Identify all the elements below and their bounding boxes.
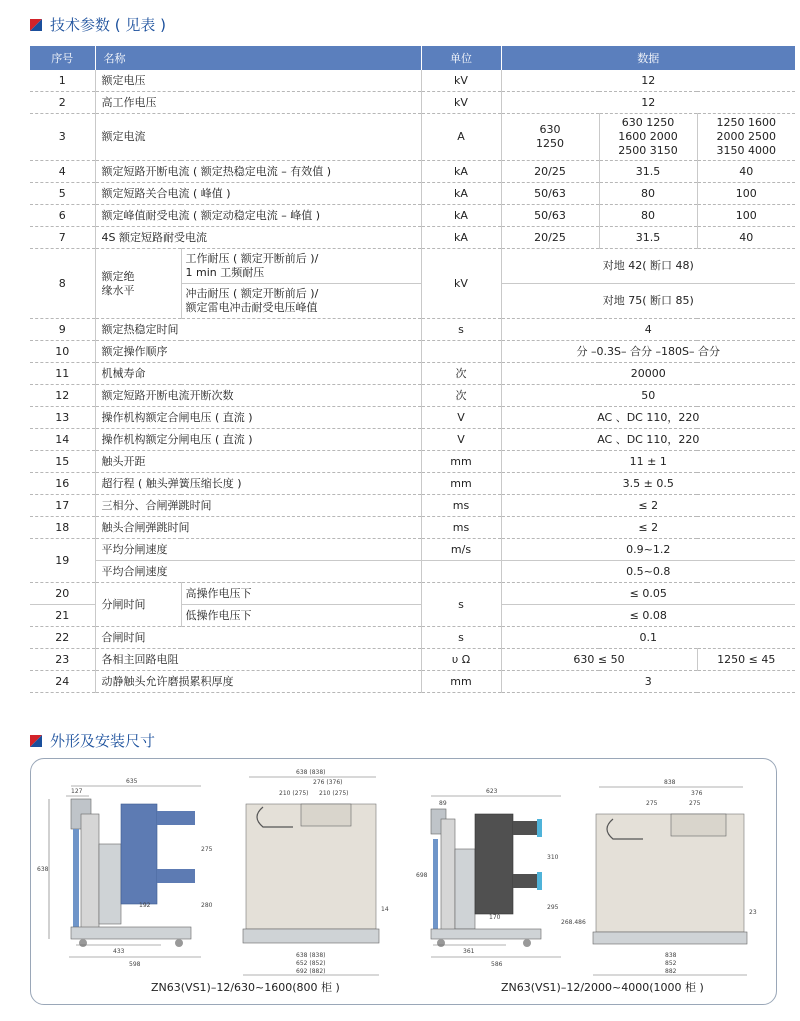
- caption-right: ZN63(VS1)–12/2000~4000(1000 柜 ): [501, 981, 704, 994]
- dim-label: 310: [547, 854, 559, 861]
- row-value: 对地 42( 断口 48): [501, 249, 795, 284]
- table-row: [30, 517, 795, 539]
- row-value: 0.1: [501, 627, 795, 649]
- row-value: 3.5 ± 0.5: [501, 473, 795, 495]
- dim-label: 268.486: [561, 919, 586, 926]
- row-value: 20/25: [501, 227, 599, 249]
- dim-label: 598: [129, 961, 141, 968]
- row-name: 4S 额定短路耐受电流: [95, 227, 421, 249]
- row-name: 超行程 ( 触头弹簧压缩长度 ): [95, 473, 421, 495]
- row-name: 机械寿命: [95, 363, 421, 385]
- row-number: 10: [30, 341, 95, 363]
- row-number: 20: [30, 583, 95, 605]
- table-row: [30, 92, 795, 114]
- row-value: 50/63: [501, 183, 599, 205]
- row-number: 9: [30, 319, 95, 341]
- row-value: 0.5~0.8: [501, 561, 795, 583]
- row-value: 31.5: [599, 161, 697, 183]
- dim-label: 275: [689, 800, 701, 807]
- dim-label: 623: [486, 788, 498, 795]
- header-value: 数据: [501, 46, 795, 70]
- row-value: 630 1250: [501, 114, 599, 161]
- row-value: 0.9~1.2: [501, 539, 795, 561]
- section-title-dimensions: [30, 730, 155, 751]
- row-number: 6: [30, 205, 95, 227]
- row-value: 11 ± 1: [501, 451, 795, 473]
- dim-label: 698: [416, 872, 428, 879]
- dim-label: 276 (376): [313, 779, 343, 786]
- section-title-text: 技术参数 ( 见表 ): [50, 16, 167, 34]
- row-number: 22: [30, 627, 95, 649]
- header-name: 名称: [95, 46, 421, 70]
- row-name: 分闸时间: [95, 583, 181, 627]
- header-unit: 单位: [421, 46, 501, 70]
- row-value: 3: [501, 671, 795, 693]
- table-row: [30, 114, 795, 161]
- dim-label: 170: [489, 914, 501, 921]
- table-row: [30, 183, 795, 205]
- drawing-side-800: [37, 778, 213, 968]
- table-row: [30, 671, 795, 693]
- section-title-text: 外形及安装尺寸: [50, 732, 156, 750]
- row-unit: [421, 561, 501, 583]
- header-no: 序号: [30, 46, 95, 70]
- dim-label: 192: [139, 902, 151, 909]
- dim-label: 89: [439, 800, 447, 807]
- row-unit: mm: [421, 451, 501, 473]
- row-name: 额定热稳定时间: [95, 319, 421, 341]
- row-number: 19: [30, 539, 95, 583]
- row-number: 3: [30, 114, 95, 161]
- table-header-row: [30, 46, 795, 70]
- dim-label: 586: [491, 961, 503, 968]
- table-row: [30, 429, 795, 451]
- row-name: 合闸时间: [95, 627, 421, 649]
- row-unit: kV: [421, 92, 501, 114]
- row-unit: m/s: [421, 539, 501, 561]
- table-row: [30, 363, 795, 385]
- row-value: 1250 ≤ 45: [697, 649, 795, 671]
- dim-label: 638: [37, 866, 49, 873]
- row-subname: 低操作电压下: [181, 605, 421, 627]
- row-name: 各相主回路电阻: [95, 649, 421, 671]
- row-name: 额定短路开断电流开断次数: [95, 385, 421, 407]
- row-number: 21: [30, 605, 95, 627]
- drawing-side-1000: [416, 788, 586, 968]
- table-row: [30, 385, 795, 407]
- dim-label: 295: [547, 904, 559, 911]
- row-name: 高工作电压: [95, 92, 421, 114]
- section-title-specs: [30, 14, 166, 35]
- row-value: ≤ 2: [501, 517, 795, 539]
- row-unit: kA: [421, 205, 501, 227]
- row-value: 20/25: [501, 161, 599, 183]
- row-subname: 工作耐压 ( 额定开断前后 )/ 1 min 工频耐压: [181, 249, 421, 284]
- row-unit: kA: [421, 161, 501, 183]
- table-row: [30, 227, 795, 249]
- table-row: [30, 561, 795, 583]
- caption-left: ZN63(VS1)–12/630~1600(800 柜 ): [151, 981, 340, 994]
- row-name: 额定绝 缘水平: [95, 249, 181, 319]
- row-value: 20000: [501, 363, 795, 385]
- row-value: 12: [501, 70, 795, 92]
- dim-label: 638 (838): [296, 769, 326, 776]
- dimension-drawings-panel: [30, 758, 777, 1005]
- row-value: 31.5: [599, 227, 697, 249]
- section-flag-icon: [30, 735, 42, 747]
- table-row: [30, 649, 795, 671]
- dim-label: 652 (852): [296, 960, 326, 967]
- row-number: 12: [30, 385, 95, 407]
- dim-label: 635: [126, 778, 138, 785]
- row-number: 24: [30, 671, 95, 693]
- row-value: 12: [501, 92, 795, 114]
- row-unit: V: [421, 429, 501, 451]
- row-name: 操作机构额定分闸电压 ( 直流 ): [95, 429, 421, 451]
- dim-label: 280: [201, 902, 213, 909]
- row-value: ≤ 0.08: [501, 605, 795, 627]
- row-name: 动静触头允许磨损累积厚度: [95, 671, 421, 693]
- row-number: 14: [30, 429, 95, 451]
- row-name: 额定峰值耐受电流 ( 额定动稳定电流 – 峰值 ): [95, 205, 421, 227]
- dim-label: 882: [665, 968, 677, 975]
- table-row: [30, 473, 795, 495]
- row-value: 630 ≤ 50: [501, 649, 697, 671]
- row-number: 8: [30, 249, 95, 319]
- table-row: [30, 161, 795, 183]
- row-name: 额定操作顺序: [95, 341, 421, 363]
- dim-label: 638 (838): [296, 952, 326, 959]
- row-unit: kA: [421, 227, 501, 249]
- row-number: 1: [30, 70, 95, 92]
- row-name: 额定电压: [95, 70, 421, 92]
- table-row: [30, 249, 795, 284]
- table-row: [30, 583, 795, 605]
- row-number: 16: [30, 473, 95, 495]
- drawing-front-800: [243, 769, 389, 975]
- row-value: 50: [501, 385, 795, 407]
- row-unit: V: [421, 407, 501, 429]
- row-value: 100: [697, 183, 795, 205]
- dim-label: 376: [691, 790, 703, 797]
- row-unit: kA: [421, 183, 501, 205]
- row-unit: υ Ω: [421, 649, 501, 671]
- row-number: 4: [30, 161, 95, 183]
- table-row: [30, 627, 795, 649]
- dim-label: 210 (275): [319, 790, 349, 797]
- dimension-drawings: [31, 759, 776, 1004]
- row-unit: kV: [421, 249, 501, 319]
- row-value: 40: [697, 161, 795, 183]
- row-name: 三相分、合闸弹跳时间: [95, 495, 421, 517]
- dim-label: 361: [463, 948, 475, 955]
- row-name: 额定电流: [95, 114, 421, 161]
- row-value: ≤ 0.05: [501, 583, 795, 605]
- row-name: 平均合闸速度: [95, 561, 421, 583]
- row-value: 630 1250 1600 2000 2500 3150: [599, 114, 697, 161]
- row-value: 80: [599, 183, 697, 205]
- table-row: [30, 70, 795, 92]
- row-unit: kV: [421, 70, 501, 92]
- section-flag-icon: [30, 19, 42, 31]
- row-subname: 高操作电压下: [181, 583, 421, 605]
- row-name: 额定短路开断电流 ( 额定热稳定电流 – 有效值 ): [95, 161, 421, 183]
- row-subname: 冲击耐压 ( 额定开断前后 )/ 额定雷电冲击耐受电压峰值: [181, 284, 421, 319]
- row-unit: s: [421, 583, 501, 627]
- table-row: [30, 495, 795, 517]
- table-row: [30, 451, 795, 473]
- row-unit: s: [421, 627, 501, 649]
- row-unit: [421, 341, 501, 363]
- row-unit: mm: [421, 473, 501, 495]
- row-number: 23: [30, 649, 95, 671]
- dim-label: 210 (275): [279, 790, 309, 797]
- dim-label: 838: [664, 779, 676, 786]
- row-name: 触头开距: [95, 451, 421, 473]
- row-value: 50/63: [501, 205, 599, 227]
- row-value: ≤ 2: [501, 495, 795, 517]
- row-unit: 次: [421, 385, 501, 407]
- row-value: 100: [697, 205, 795, 227]
- row-unit: mm: [421, 671, 501, 693]
- table-row: [30, 341, 795, 363]
- row-number: 15: [30, 451, 95, 473]
- row-number: 13: [30, 407, 95, 429]
- dim-label: 692 (882): [296, 968, 326, 975]
- dim-label: 14: [381, 906, 389, 913]
- dim-label: 838: [665, 952, 677, 959]
- table-row: [30, 319, 795, 341]
- row-value: AC 、DC 110，220: [501, 429, 795, 451]
- row-value: 分 –0.3S– 合分 –180S– 合分: [501, 341, 795, 363]
- row-value: 4: [501, 319, 795, 341]
- row-number: 2: [30, 92, 95, 114]
- dim-label: 852: [665, 960, 677, 967]
- row-number: 18: [30, 517, 95, 539]
- table-row: [30, 407, 795, 429]
- row-name: 操作机构额定合闸电压 ( 直流 ): [95, 407, 421, 429]
- dim-label: 275: [201, 846, 213, 853]
- drawing-front-1000: [593, 779, 757, 975]
- row-value: 1250 1600 2000 2500 3150 4000: [697, 114, 795, 161]
- table-row: [30, 539, 795, 561]
- row-number: 11: [30, 363, 95, 385]
- dim-label: 433: [113, 948, 125, 955]
- row-number: 17: [30, 495, 95, 517]
- row-value: AC 、DC 110，220: [501, 407, 795, 429]
- row-name: 额定短路关合电流 ( 峰值 ): [95, 183, 421, 205]
- row-unit: 次: [421, 363, 501, 385]
- row-name: 触头合闸弹跳时间: [95, 517, 421, 539]
- row-value: 40: [697, 227, 795, 249]
- row-unit: ms: [421, 495, 501, 517]
- row-unit: s: [421, 319, 501, 341]
- row-value: 对地 75( 断口 85): [501, 284, 795, 319]
- row-unit: ms: [421, 517, 501, 539]
- row-value: 80: [599, 205, 697, 227]
- table-row: [30, 205, 795, 227]
- spec-table: [30, 46, 795, 693]
- row-number: 7: [30, 227, 95, 249]
- row-number: 5: [30, 183, 95, 205]
- dim-label: 23: [749, 909, 757, 916]
- dim-label: 127: [71, 788, 83, 795]
- row-name: 平均分闸速度: [95, 539, 421, 561]
- dim-label: 275: [646, 800, 658, 807]
- row-unit: A: [421, 114, 501, 161]
